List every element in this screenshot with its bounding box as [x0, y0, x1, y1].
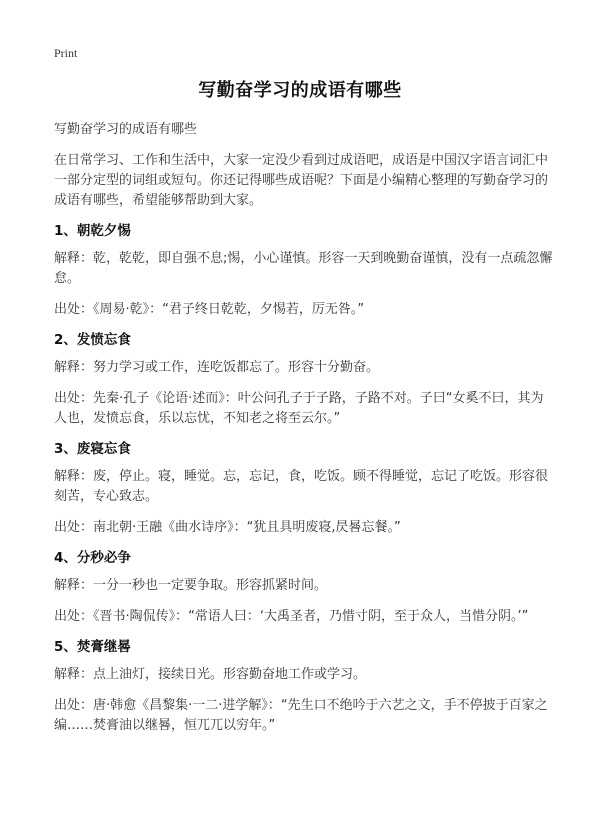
- idiom-source: 出处：《周易·乾》：“君子终日乾乾，夕惕若，厉无咎。”: [54, 302, 365, 317]
- idiom-entry-2: [54, 331, 554, 429]
- idiom-title: 1、朝乾夕惕: [54, 223, 131, 239]
- idiom-entry-4: [54, 549, 554, 627]
- page-title: 写勤奋学习的成语有哪些: [198, 80, 402, 101]
- idiom-explanation: 解释：努力学习或工作，连吃饭都忘了。形容十分勤奋。: [54, 360, 380, 375]
- idiom-explanation: 解释：废，停止。寝，睡觉。忘，忘记，食，吃饭。顾不得睡觉，忘记了吃饭。形容很刻苦，专心致志。: [54, 469, 549, 504]
- idiom-source: 出处：南北朝·王融《曲水诗序》：“犹且具明废寝,昃晷忘餐。”: [54, 520, 401, 535]
- idiom-title: 3、废寝忘食: [54, 441, 131, 457]
- print-link[interactable]: Print: [54, 46, 78, 60]
- idiom-explanation: 解释：一分一秒也一定要争取。形容抓紧时间。: [54, 578, 328, 593]
- idiom-entry-3: [54, 440, 554, 538]
- idiom-title: 5、焚膏继晷: [54, 639, 131, 655]
- intro-paragraph: 在日常学习、工作和生活中，大家一定没少看到过成语吧，成语是中国汉字语言词汇中一部分定型的词组或短句。你还记得哪些成语呢？下面是小编精心整理的写勤奋学习的成语有哪些，希望能够帮助到大家。: [54, 153, 549, 208]
- idiom-explanation: 解释：点上油灯，接续日光。形容勤奋地工作或学习。: [54, 667, 367, 682]
- idiom-entry-5: [54, 638, 554, 736]
- article-subtitle: 写勤奋学习的成语有哪些: [54, 122, 198, 137]
- idiom-source: 出处：唐·韩愈《昌黎集·一二·进学解》：“先生口不绝吟于六艺之文，手不停披于百家之编……焚膏油以继晷，恒兀兀以穷年。”: [54, 698, 548, 733]
- idiom-source: 出处：《晋书·陶侃传》：“常语人曰：‘大禹圣者，乃惜寸阴，至于众人，当惜分阴。’”: [54, 609, 529, 624]
- article-body: [54, 121, 554, 747]
- idiom-title: 2、发愤忘食: [54, 332, 131, 348]
- idiom-explanation: 解释：乾，乾乾，即自强不息;惕，小心谨慎。形容一天到晚勤奋谨慎，没有一点疏忽懈怠。: [54, 251, 553, 286]
- idiom-source: 出处：先秦·孔子《论语·述而》：叶公问孔子于子路，子路不对。子曰“女奚不曰，其为人也，发愤忘食，乐以忘忧，不知老之将至云尔。”: [54, 391, 544, 426]
- idiom-title: 4、分秒必争: [54, 550, 131, 566]
- idiom-entry-1: [54, 222, 554, 320]
